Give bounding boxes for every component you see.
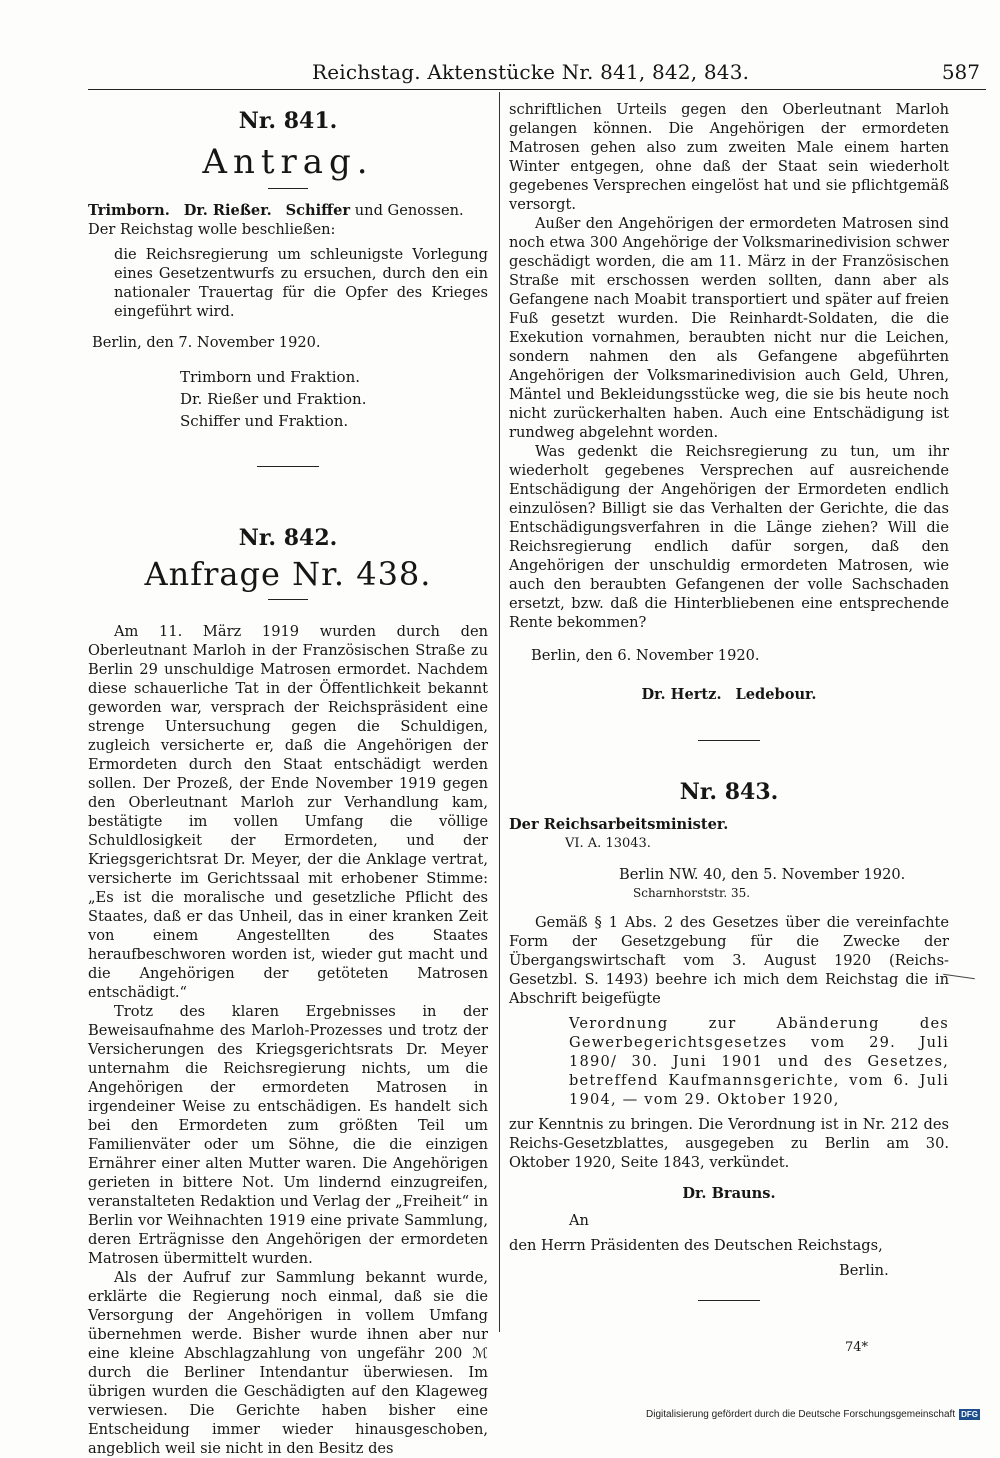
- footer-note: Digitalisierung gefördert durch die Deutsche Forschungsgemeinschaft: [646, 1409, 956, 1420]
- signers-suffix: und Genossen.: [354, 202, 464, 219]
- signer-ledebour: Ledebour.: [735, 686, 817, 703]
- doc842-para3-continued: schriftlichen Urteils gegen den Oberleutnant Marloh gelangen können. Die Angehörigen der ermordeten Matrosen gehen also zum zweiten Male einem harten Winter entgegen, ohne daß der Staat sein wiederholt gegebenes Versprechen eingelöst hat und sie pflichtgemäß versorgt.: [509, 101, 949, 213]
- doc843-ordinance: Verordnung zur Abänderung des Gewerbegerichtsgesetzes vom 29. Juli 1890/ 30. Juni 1901 und des Gesetzes, betreffend Kaufmannsgerichte, vom 6. Juli 1904, — vom 29. Oktober 1920,: [569, 1015, 949, 1108]
- faction-line: Schiffer und Fraktion.: [180, 412, 349, 430]
- doc842-para3: Als der Aufruf zur Sammlung bekannt wurde, erklärte die Regierung noch einmal, daß sie die Versorgung der Angehörigen in vollem Umfang übernehmen werde. Bisher wurde ihnen aber nur eine kleine Abschlagzahlung von ungefähr 200 ℳ durch die Berliner Intendantur überwiesen. Im übrigen wurden die Geschädigten auf den Klageweg verwiesen. Die Gerichte haben bisher eine Entscheidung immer wieder hinausgeschoben, angeblich weil sie nicht in den Besitz des: [88, 1269, 488, 1457]
- doc842-number: Nr. 842.: [238, 525, 338, 551]
- doc842-para5: Was gedenkt die Reichsregierung zu tun, um ihr wiederholt gegebenes Versprechen auf ausreichende Entschädigung der Angehörigen der Ermordeten endlich einzulösen? Billigt sie das Verhalten der Gerichte, die das Entschädigungsverfahren in die Länge ziehen? Will die Reichsregierung endlich dafür sorgen, daß den Angehörigen der unschuldig ermordeten Matrosen, wie auch den beraubten Gefangenen der volle Sachschaden ersetzt, bzw. daß die Hinterbliebenen eine entsprechende Rente bekommen?: [509, 443, 949, 631]
- doc842-place-date: Berlin, den 6. November 1920.: [531, 647, 760, 664]
- sheet-mark: 74*: [845, 1340, 869, 1355]
- running-head: [90, 60, 980, 86]
- signer-trimborn: Trimborn.: [88, 202, 170, 219]
- doc842-heading: Anfrage Nr. 438.: [144, 555, 432, 593]
- left-column: [88, 100, 488, 1458]
- dfg-logo-icon: DFG: [961, 1410, 978, 1419]
- column-divider: [499, 92, 500, 1332]
- doc843-addressee: den Herrn Präsidenten des Deutschen Reichstags,: [509, 1237, 883, 1254]
- doc841-factions: [88, 366, 488, 432]
- signer-schiffer: Schiffer: [285, 202, 351, 219]
- section-rule: [698, 1300, 760, 1301]
- doc841-place-date: Berlin, den 7. November 1920.: [92, 334, 321, 351]
- doc842-signers: [509, 685, 949, 704]
- doc843-para1: Gemäß § 1 Abs. 2 des Gesetzes über die vereinfachte Form der Gesetzgebung für die Zwecke der Übergangswirtschaft vom 3. August 1920 (Reichs-Gesetzbl. S. 1493) beehre ich mich dem Reichstag die in Abschrift beigefügte: [509, 914, 949, 1007]
- running-title: Reichstag. Aktenstücke Nr. 841, 842, 843.: [312, 60, 750, 84]
- digitization-footer: [646, 1409, 980, 1420]
- faction-line: Trimborn und Fraktion.: [180, 368, 361, 386]
- doc843-file-ref: VI. A. 13043.: [565, 836, 651, 851]
- doc843-para2: zur Kenntnis zu bringen. Die Verordnung ist in Nr. 212 des Reichs-Gesetzblattes, ausgegeben zu Berlin am 30. Oktober 1920, Seite 1843, verkündet.: [509, 1116, 949, 1171]
- doc841-number: Nr. 841.: [238, 108, 338, 134]
- doc843-number: Nr. 843.: [679, 779, 779, 805]
- doc841-intro: Der Reichstag wolle beschließen:: [88, 221, 336, 238]
- signer-riesser: Dr. Rießer.: [183, 202, 272, 219]
- header-rule: [88, 89, 986, 90]
- doc841-heading: Antrag.: [202, 142, 374, 182]
- doc841-signers: [88, 201, 488, 220]
- doc842-para1: Am 11. März 1919 wurden durch den Oberleutnant Marloh in der Französischen Straße zu Berlin 29 unschuldige Matrosen ermordet. Nachdem diese schauerliche Tat in der Öffentlichkeit bekannt geworden war, versprach der Reichspräsident eine strenge Untersuchung gegen die Schuldigen, zugleich versicherte er, daß die Angehörigen der Ermordeten durch den Staat entschädigt werden sollen. Der Prozeß, der Ende November 1919 gegen den Oberleutnant Marloh zur Verhandlung kam, bestätigte im vollen Umfang die völlige Schuldlosigkeit der Ermordeten, und der Kriegsgerichtsrat Dr. Meyer, der die Anklage vertrat, versicherte im Gerichtssaal mit erhobener Stimme: „Es ist die moralische und gesetzliche Pflicht des Staates, daß er das Unheil, das in einer kranken Zeit von einem Angestellten des Staates heraufbeschworen worden ist, wieder gut macht und die Angehörigen der getöteten Matrosen entschädigt.“: [88, 623, 488, 1001]
- right-column: [509, 100, 949, 1301]
- page-number: 587: [941, 60, 980, 84]
- heading-rule: [268, 599, 308, 600]
- doc842-para2: Trotz des klaren Ergebnisses in der Beweisaufnahme des Marloh-Prozesses und trotz der Versicherungen des Kriegsgerichtsrats Dr. Meyer unternahm die Reichsregierung nichts, um die Angehörigen der ermordeten Matrosen in irgendeiner Weise zu entschädigen. Es handelt sich bei den Ermordeten zum größten Teil um Familienväter oder um Söhne, die die einzigen Ernährer einer alten Mutter waren. Die Angehörigen gerieten in bittere Not. Um lindernd einzugreifen, veranstalteten Redaktion und Verlag der „Freiheit“ in Berlin vor Weihnachten 1919 eine private Sammlung, deren Erträgnisse den Angehörigen der ermordeten Matrosen übermittelt wurden.: [88, 1003, 488, 1267]
- section-rule: [257, 466, 319, 467]
- doc843-signer: Dr. Brauns.: [682, 1185, 776, 1202]
- doc843-place-date: Berlin NW. 40, den 5. November 1920.: [619, 866, 906, 883]
- signer-hertz: Dr. Hertz.: [641, 686, 722, 703]
- doc843-addr-city: Berlin.: [839, 1262, 889, 1279]
- doc842-para4: Außer den Angehörigen der ermordeten Matrosen sind noch etwa 300 Angehörige der Volksmarinedivision schwer geschädigt worden, die am 11. März in der Französischen Straße mit erschossen werden sollten, dann aber als Gefangene nach Moabit transportiert und später auf freien Fuß gesetzt wurden. Die Reinhardt-Soldaten, die die Exekution vornahmen, beraubten nicht nur die Leichen, sondern nahmen den als Gefangene abgeführten Angehörigen der Volksmarinedivision auch Geld, Uhren, Mäntel und Bekleidungsstücke weg, die sie bis heute noch nicht zurückerhalten haben. Auch eine Entschädigung ist rundweg abgelehnt worden.: [509, 215, 949, 441]
- doc841-resolution: die Reichsregierung um schleunigste Vorlegung eines Gesetzentwurfs zu ersuchen, durch den ein nationaler Trauertag für die Opfer des Krieges eingeführt wird.: [114, 246, 488, 320]
- section-rule: [698, 740, 760, 741]
- doc843-sender: Der Reichsarbeitsminister.: [509, 816, 729, 833]
- faction-line: Dr. Rießer und Fraktion.: [180, 390, 367, 408]
- doc843-street: Scharnhorststr. 35.: [633, 886, 751, 900]
- heading-rule: [268, 188, 308, 189]
- doc843-addr-to: An: [569, 1212, 589, 1229]
